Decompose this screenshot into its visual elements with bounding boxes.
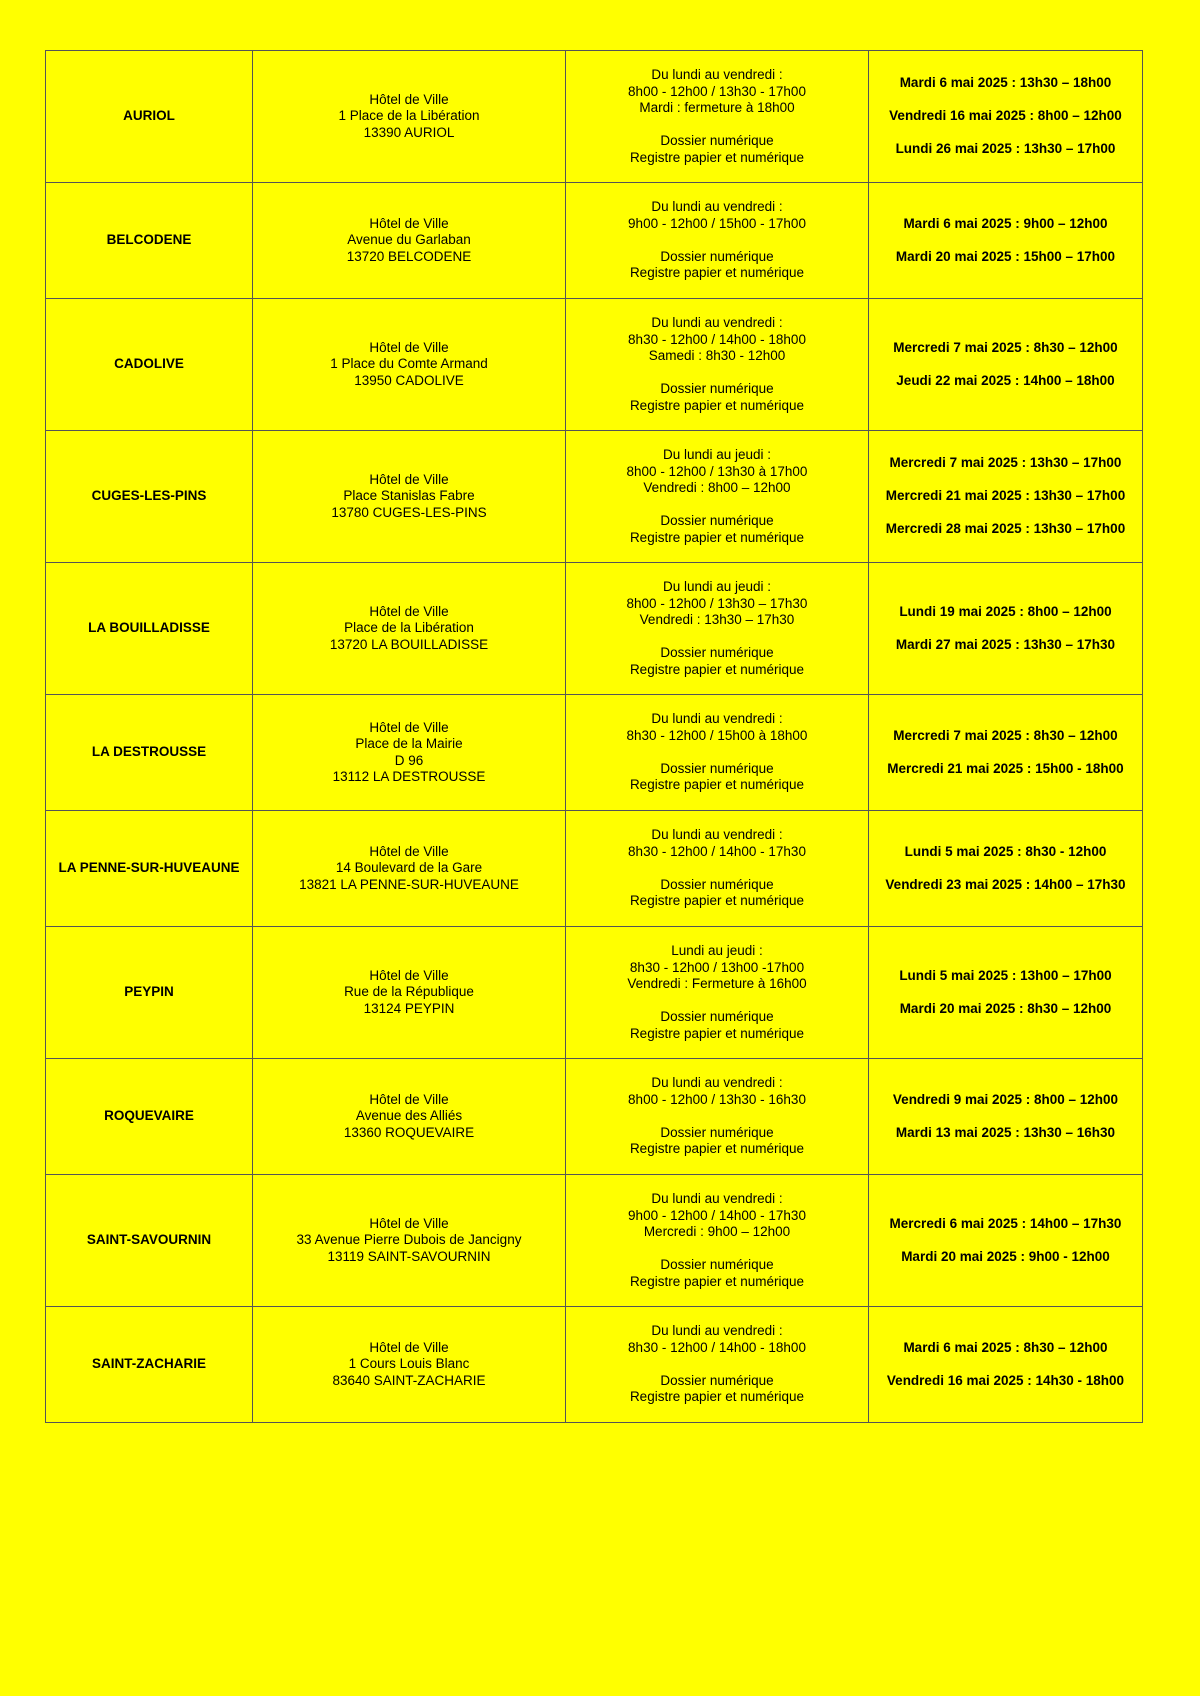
opening-hours-cell (566, 431, 869, 563)
address-line: Hôtel de Ville (369, 1215, 449, 1231)
schedule-table-body (46, 51, 1143, 1423)
opening-hours-line: Du lundi au vendredi : (651, 315, 783, 330)
address-line: 13119 SAINT-SAVOURNIN (327, 1248, 491, 1264)
permanence-date: Mardi 20 mai 2025 : 9h00 - 12h00 (901, 1248, 1110, 1264)
dossier-line: Dossier numérique (660, 381, 774, 396)
opening-hours-line: 8h30 - 12h00 / 14h00 - 18h00 (628, 1339, 806, 1355)
commune-name-cell: SAINT-ZACHARIE (46, 1307, 253, 1423)
dossier-line: Registre papier et numérique (629, 397, 805, 413)
dossier-line: Dossier numérique (660, 248, 774, 264)
permanence-date: Lundi 26 mai 2025 : 13h30 – 17h00 (895, 141, 1116, 157)
commune-name-cell: LA DESTROUSSE (46, 695, 253, 811)
permanence-date: Mercredi 7 mai 2025 : 8h30 – 12h00 (893, 339, 1118, 355)
dossier-line: Dossier numérique (660, 1124, 774, 1140)
opening-hours-cell (566, 299, 869, 431)
address-line: 1 Cours Louis Blanc (348, 1356, 470, 1372)
address-line: Hôtel de Ville (369, 339, 449, 355)
permanence-date: Mardi 6 mai 2025 : 9h00 – 12h00 (903, 215, 1108, 231)
permanences-cell (869, 183, 1143, 299)
town-hall-schedule-table (45, 50, 1143, 1423)
address-cell (253, 695, 566, 811)
address-line: Place de la Mairie (355, 736, 463, 751)
commune-name-cell: LA BOUILLADISSE (46, 563, 253, 695)
opening-hours-cell (566, 51, 869, 183)
address-line: 13950 CADOLIVE (354, 372, 464, 388)
opening-hours-line: Du lundi au vendredi : (651, 1323, 783, 1339)
opening-hours-line: Du lundi au vendredi : (651, 1191, 783, 1206)
opening-hours-cell (566, 811, 869, 927)
dossier-line: Registre papier et numérique (629, 1389, 805, 1405)
address-line: Hôtel de Ville (369, 843, 449, 859)
table-row (46, 1175, 1143, 1307)
permanence-date: Lundi 5 mai 2025 : 13h00 – 17h00 (899, 967, 1112, 983)
opening-hours-line: Du lundi au jeudi : (662, 447, 772, 462)
opening-hours-line: 8h30 - 12h00 / 15h00 à 18h00 (626, 727, 808, 743)
spacer (570, 993, 864, 1010)
permanences-cell (869, 51, 1143, 183)
address-line: Place de la Libération (344, 620, 474, 636)
table-row (46, 299, 1143, 431)
address-line: 13720 BELCODENE (346, 248, 472, 264)
commune-name-cell: LA PENNE-SUR-HUVEAUNE (46, 811, 253, 927)
address-line: Avenue des Alliés (355, 1108, 463, 1124)
permanences-cell (869, 563, 1143, 695)
address-cell (253, 1307, 566, 1423)
spacer (570, 1108, 864, 1125)
opening-hours-line: Vendredi : Fermeture à 16h00 (627, 976, 807, 991)
opening-hours-line: Du lundi au vendredi : (651, 827, 783, 843)
opening-hours-line: Lundi au jeudi : (671, 943, 763, 958)
opening-hours-line: 8h00 - 12h00 / 13h30 - 16h30 (628, 1091, 806, 1107)
address-line: 83640 SAINT-ZACHARIE (332, 1372, 486, 1388)
commune-name-cell: BELCODENE (46, 183, 253, 299)
permanences-cell (869, 1307, 1143, 1423)
opening-hours-cell (566, 1307, 869, 1423)
address-cell (253, 811, 566, 927)
address-line: 1 Place du Comte Armand (330, 356, 488, 372)
dossier-line: Dossier numérique (660, 876, 774, 892)
spacer (570, 232, 864, 249)
address-cell (253, 1059, 566, 1175)
address-line: Hôtel de Ville (369, 967, 449, 983)
address-cell (253, 51, 566, 183)
permanence-date: Mardi 20 mai 2025 : 15h00 – 17h00 (895, 248, 1116, 264)
opening-hours-line: 9h00 - 12h00 / 15h00 - 17h00 (628, 215, 806, 231)
opening-hours-line: Vendredi : 8h00 – 12h00 (643, 480, 791, 495)
commune-name-cell: AURIOL (46, 51, 253, 183)
dossier-line: Dossier numérique (660, 1009, 774, 1024)
address-line: Hôtel de Ville (369, 91, 449, 107)
address-cell (253, 927, 566, 1059)
permanence-date: Vendredi 16 mai 2025 : 14h30 - 18h00 (886, 1372, 1125, 1388)
address-cell (253, 1175, 566, 1307)
table-row (46, 51, 1143, 183)
opening-hours-line: 8h30 - 12h00 / 14h00 - 18h00 (628, 331, 806, 347)
address-cell (253, 563, 566, 695)
address-line: D 96 (394, 752, 424, 768)
opening-hours-line: 8h00 - 12h00 / 13h30 à 17h00 (626, 463, 808, 479)
permanences-cell (869, 811, 1143, 927)
permanences-cell (869, 695, 1143, 811)
address-line: 13124 PEYPIN (363, 1000, 455, 1016)
address-line: 13720 LA BOUILLADISSE (329, 636, 489, 652)
permanence-date: Jeudi 22 mai 2025 : 14h00 – 18h00 (896, 372, 1115, 388)
spacer (570, 1241, 864, 1258)
dossier-line: Registre papier et numérique (629, 777, 805, 793)
opening-hours-line: Samedi : 8h30 - 12h00 (648, 348, 786, 363)
permanence-date: Mardi 6 mai 2025 : 13h30 – 18h00 (899, 75, 1112, 91)
address-line: 33 Avenue Pierre Dubois de Jancigny (296, 1232, 522, 1248)
dossier-line: Dossier numérique (660, 1372, 774, 1388)
dossier-line: Registre papier et numérique (629, 1025, 805, 1041)
table-row (46, 431, 1143, 563)
commune-name-cell: CUGES-LES-PINS (46, 431, 253, 563)
opening-hours-line: 8h30 - 12h00 / 14h00 - 17h30 (628, 843, 806, 859)
address-line: 1 Place de la Libération (338, 108, 480, 124)
opening-hours-cell (566, 1059, 869, 1175)
permanence-date: Mercredi 21 mai 2025 : 13h30 – 17h00 (885, 488, 1126, 504)
commune-name-cell: PEYPIN (46, 927, 253, 1059)
opening-hours-cell (566, 183, 869, 299)
address-line: Hôtel de Ville (369, 603, 449, 619)
opening-hours-line: Du lundi au vendredi : (651, 1075, 783, 1091)
permanence-date: Vendredi 16 mai 2025 : 8h00 – 12h00 (889, 108, 1122, 124)
table-row (46, 1059, 1143, 1175)
commune-name-cell: ROQUEVAIRE (46, 1059, 253, 1175)
dossier-line: Dossier numérique (660, 645, 774, 660)
address-line: Hôtel de Ville (369, 1339, 449, 1355)
dossier-line: Registre papier et numérique (629, 893, 805, 909)
opening-hours-cell (566, 563, 869, 695)
address-line: 13360 ROQUEVAIRE (343, 1124, 475, 1140)
permanence-date: Mardi 20 mai 2025 : 8h30 – 12h00 (899, 1000, 1112, 1016)
address-cell (253, 183, 566, 299)
permanence-date: Mercredi 7 mai 2025 : 13h30 – 17h00 (889, 455, 1122, 471)
address-line: Place Stanislas Fabre (343, 488, 475, 504)
permanence-date: Lundi 5 mai 2025 : 8h30 - 12h00 (904, 843, 1107, 859)
permanence-date: Vendredi 23 mai 2025 : 14h00 – 17h30 (885, 876, 1126, 892)
opening-hours-line: Du lundi au vendredi : (651, 711, 783, 727)
permanence-date: Mardi 6 mai 2025 : 8h30 – 12h00 (903, 1339, 1108, 1355)
address-line: Hôtel de Ville (369, 719, 449, 735)
address-line: Avenue du Garlaban (347, 232, 471, 248)
opening-hours-line: 8h30 - 12h00 / 13h00 -17h00 (629, 959, 805, 975)
dossier-line: Dossier numérique (660, 133, 774, 148)
opening-hours-line: Du lundi au vendredi : (651, 67, 783, 82)
opening-hours-cell (566, 1175, 869, 1307)
opening-hours-cell (566, 927, 869, 1059)
permanence-date: Mercredi 28 mai 2025 : 13h30 – 17h00 (885, 521, 1126, 537)
address-line: 13112 LA DESTROUSSE (332, 769, 486, 784)
opening-hours-line: 8h00 - 12h00 / 13h30 - 17h00 (628, 83, 806, 99)
dossier-line: Dossier numérique (660, 760, 774, 776)
dossier-line: Registre papier et numérique (629, 1273, 805, 1289)
address-cell (253, 431, 566, 563)
spacer (570, 117, 864, 134)
spacer (570, 860, 864, 877)
permanence-date: Mardi 27 mai 2025 : 13h30 – 17h30 (895, 636, 1116, 652)
address-line: Hôtel de Ville (369, 215, 449, 231)
spacer (570, 365, 864, 382)
permanence-date: Mercredi 7 mai 2025 : 8h30 – 12h00 (893, 727, 1118, 743)
dossier-line: Registre papier et numérique (629, 529, 805, 545)
opening-hours-line: 9h00 - 12h00 / 14h00 - 17h30 (628, 1207, 806, 1223)
permanences-cell (869, 431, 1143, 563)
opening-hours-line: Du lundi au vendredi : (651, 199, 783, 215)
commune-name-cell: SAINT-SAVOURNIN (46, 1175, 253, 1307)
table-row (46, 695, 1143, 811)
permanence-date: Mercredi 21 mai 2025 : 15h00 - 18h00 (887, 760, 1124, 776)
permanences-cell (869, 299, 1143, 431)
dossier-line: Registre papier et numérique (629, 1141, 805, 1157)
opening-hours-line: Du lundi au jeudi : (662, 579, 772, 594)
spacer (570, 744, 864, 761)
address-line: 13390 AURIOL (363, 124, 455, 140)
spacer (570, 1356, 864, 1373)
address-line: 13780 CUGES-LES-PINS (331, 504, 487, 520)
opening-hours-line: Mercredi : 9h00 – 12h00 (643, 1224, 791, 1239)
address-line: Hôtel de Ville (369, 1091, 449, 1107)
dossier-line: Registre papier et numérique (629, 661, 805, 677)
permanence-date: Mardi 13 mai 2025 : 13h30 – 16h30 (895, 1124, 1116, 1140)
opening-hours-cell (566, 695, 869, 811)
spacer (570, 497, 864, 514)
table-row (46, 183, 1143, 299)
address-cell (253, 299, 566, 431)
address-line: Rue de la République (344, 984, 474, 1000)
permanence-date: Mercredi 6 mai 2025 : 14h00 – 17h30 (889, 1215, 1122, 1231)
dossier-line: Dossier numérique (660, 1257, 774, 1272)
opening-hours-line: 8h00 - 12h00 / 13h30 – 17h30 (626, 595, 808, 611)
table-row (46, 563, 1143, 695)
spacer (570, 629, 864, 646)
permanence-date: Lundi 19 mai 2025 : 8h00 – 12h00 (899, 603, 1112, 619)
dossier-line: Registre papier et numérique (629, 265, 805, 281)
opening-hours-line: Mardi : fermeture à 18h00 (639, 100, 795, 115)
permanences-cell (869, 927, 1143, 1059)
table-row (46, 1307, 1143, 1423)
address-line: 13821 LA PENNE-SUR-HUVEAUNE (299, 876, 519, 892)
commune-name-cell: CADOLIVE (46, 299, 253, 431)
permanences-cell (869, 1059, 1143, 1175)
opening-hours-line: Vendredi : 13h30 – 17h30 (639, 612, 795, 627)
table-row (46, 927, 1143, 1059)
dossier-line: Registre papier et numérique (629, 149, 805, 165)
permanence-date: Vendredi 9 mai 2025 : 8h00 – 12h00 (892, 1091, 1119, 1107)
dossier-line: Dossier numérique (660, 513, 774, 528)
address-line: Hôtel de Ville (369, 471, 449, 487)
table-row (46, 811, 1143, 927)
address-line: 14 Boulevard de la Gare (335, 860, 483, 876)
permanences-cell (869, 1175, 1143, 1307)
